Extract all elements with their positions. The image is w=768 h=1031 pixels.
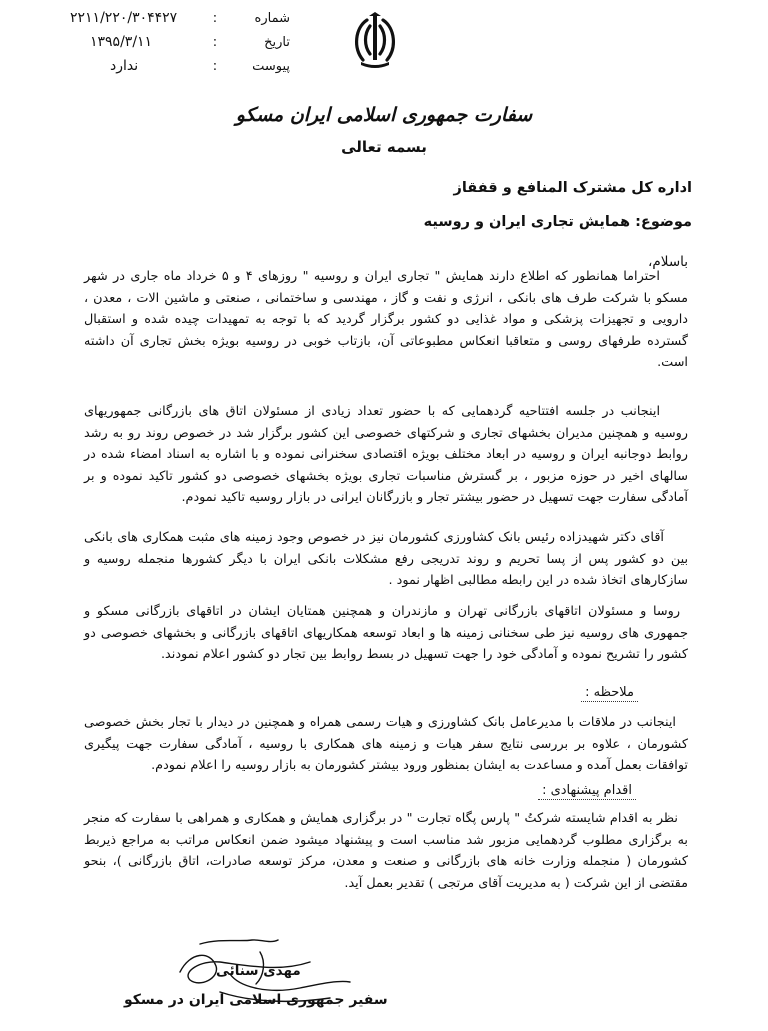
greeting: باسلام، [648, 254, 688, 270]
meta-date-row [70, 30, 290, 54]
signer-title: سفیر جمهوری اسلامی ایران در مسکو [124, 992, 388, 1008]
meta-colon: : [212, 10, 218, 26]
meta-attachment-label: پیوست [252, 58, 290, 74]
meta-number-label: شماره [254, 10, 290, 26]
subject: موضوع: همایش تجاری ایران و روسیه [423, 214, 692, 230]
meta-number-value: ۲۲۱۱/۲۲۰/۳۰۴۴۲۷ [70, 10, 178, 26]
bismillah: بسمه تعالی [341, 138, 427, 156]
meta-attachment-value: ندارد [110, 58, 139, 74]
meta-date-label: تاریخ [264, 34, 290, 50]
action-heading: اقدام پیشنهادی : [538, 783, 636, 800]
paragraph-3: آقای دکتر شهیدزاده رئیس بانک کشاورزی کشورمان نیز در خصوص وجود زمینه های مثبت همکاری های بانکی بین دو کشور پس از پسا تحریم و روند تدریجی رفع مشکلات بانکی ایران با دیگر کشورها منجمله روسیه و سازکارهای اتخاذ شده در این رابطه مطالبی اظهار نمود . [84, 530, 688, 588]
meta-colon: : [212, 34, 218, 50]
embassy-title: سفارت جمهوری اسلامی ایران مسکو [235, 104, 533, 126]
meta-date-value: ۱۳۹۵/۳/۱۱ [90, 34, 153, 50]
paragraph-1: احتراما همانطور که اطلاع دارند همایش " تجاری ایران و روسیه " روزهای ۴ و ۵ خرداد ماه جاری در شهر مسکو با شرکت طرف های بانکی ، انرژی و نفت و گاز ، مهندسی و ساختمانی ، صنعتی و ماشین الات ، معدن ، دارویی و تجهیزات پزشکی و مواد غذایی دو کشور برگزار گردید که با توجه به تمهیدات چیده شده و استقبال گسترده طرفهای روسی و متعاقبا انعکاس مطبوعاتی آن، بازتاب خوبی در روسیه بویژه بخش تجاری آن داشته است. [84, 269, 688, 370]
note-heading: ملاحظه : [581, 685, 638, 702]
paragraph-5: اینجانب در ملاقات با مدیرعامل بانک کشاورزی و هیات رسمی همراه و همچنین در دیدار با تجار بخش خصوصی کشورمان ، علاوه بر بررسی نتایج سفر هیات و زمینه های همکاری با روسیه ، آمادگی سفارت جهت پیگیری توافقات بعمل آمده و مساعدت به ایشان بمنظور ورود بیشتر کشورمان به بازار روسیه را اعلام نمودم. [84, 715, 688, 773]
paragraph-2: اینجانب در جلسه افتتاحیه گردهمایی که با حضور تعداد زیادی از مسئولان اتاق های بازرگانی جمهوریهای روسیه و همچنین مدیران بخشهای تجاری و شرکتهای خصوصی این کشور برگزار شد در خصوص روند رو به رشد روابط دوجانبه ایران و روسیه در ابعاد مختلف بویژه اقتصادی سخنرانی نموده و با اشاره به اسناد امضاء شده در سالهای اخیر در حوزه مزبور ، بر گسترش مناسبات تجاری بویژه بخشهای خصوصی دو کشور تاکید نموده و بر آمادگی سفارت جهت تسهیل در حضور بیشتر تجار و بازرگانان ایرانی در بازار روسیه تاکید نمودم. [84, 404, 688, 505]
paragraph-4: روسا و مسئولان اتاقهای بازرگانی تهران و مازندران و همچنین همتایان ایشان در اتاقهای بازرگانی مسکو و جمهوری های روسیه نیز طی سخنانی زمینه ها و ابعاد توسعه همکاریهای اتاقهای بازرگانی و بخشهای خصوصی دو کشور را تشریح نموده و آمادگی خود را جهت تسهیل در بسط روابط بین تجار دو کشور اعلام نمودند. [84, 604, 688, 662]
meta-number-row [70, 6, 290, 30]
paragraph-6: نظر به اقدام شایسته شرکتُ " پارس پگاه تجارت " در برگزاری همایش و همکاری و همراهی با سفارت که منجر به برگزاری مطلوب گردهمایی مزبور شد مناسب است و پیشنهاد میشود ضمن انعکاس مراتب به مراجع ذیربط کشورمان ( منجمله وزارت خانه های بازرگانی و صنعت و معدن، مرکز توسعه صادرات، اتاق بازرگانی )، بنحو مقتضی از این شرکت ( به مدیریت آقای مرتجی ) تقدیر بعمل آید. [84, 811, 688, 891]
iran-emblem-icon [345, 12, 405, 70]
meta-attachment-row [70, 54, 290, 78]
meta-colon: : [212, 58, 218, 74]
recipient: اداره کل مشترک المنافع و قفقاز [453, 180, 692, 196]
signer-name: مهدی سنائی [216, 963, 301, 979]
letter-meta [70, 6, 290, 78]
